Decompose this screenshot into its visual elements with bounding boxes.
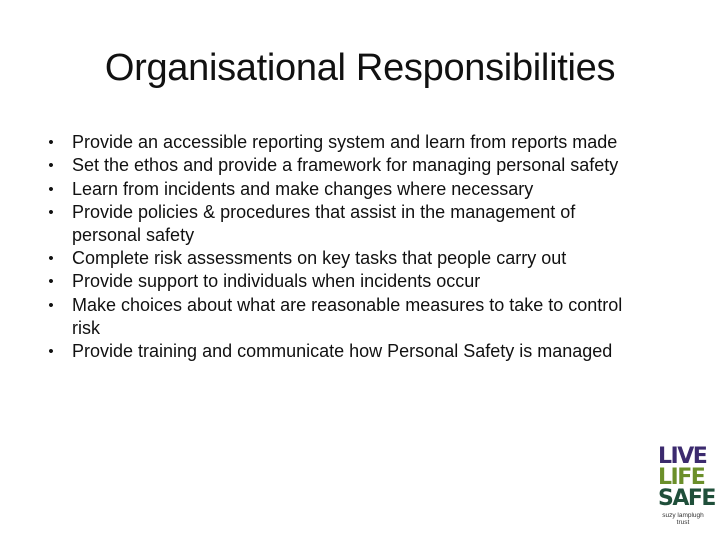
list-item bbox=[44, 131, 634, 154]
bullet-text: Make choices about what are reasonable measures to take to control risk bbox=[72, 294, 623, 338]
list-item bbox=[44, 247, 634, 270]
bullet-icon: • bbox=[48, 134, 54, 151]
bullet-icon: • bbox=[48, 343, 54, 361]
bullet-list bbox=[44, 131, 634, 363]
list-item bbox=[44, 154, 634, 177]
bullet-icon: • bbox=[48, 273, 54, 291]
list-item bbox=[44, 340, 634, 363]
bullet-text: Provide policies & procedures that assist in the management of personal safety bbox=[72, 201, 576, 245]
bullet-icon: • bbox=[48, 157, 54, 175]
bullet-text: Provide training and communicate how Personal Safety is managed bbox=[72, 341, 613, 362]
bullet-icon: • bbox=[48, 296, 54, 314]
bullet-text: Set the ethos and provide a framework for managing personal safety bbox=[72, 155, 619, 176]
bullet-icon: • bbox=[48, 203, 54, 221]
bullet-icon: • bbox=[48, 180, 54, 198]
bullet-text: Learn from incidents and make changes where necessary bbox=[72, 178, 534, 199]
logo-word-life: LIFE bbox=[658, 465, 705, 490]
slide-title: Organisational Responsibilities bbox=[104, 47, 616, 89]
list-item bbox=[44, 270, 634, 293]
logo-word-live: LIVE bbox=[658, 444, 707, 469]
bullet-text: Provide support to individuals when incidents occur bbox=[72, 271, 481, 292]
bullet-icon: • bbox=[48, 250, 54, 268]
list-item bbox=[44, 178, 634, 201]
logo-tagline-2: trust bbox=[676, 519, 690, 526]
live-life-safe-logo bbox=[658, 444, 715, 538]
logo-word-safe: SAFE bbox=[658, 486, 715, 511]
bullet-text: Provide an accessible reporting system and learn from reports made bbox=[72, 132, 618, 152]
logo-tagline-1: suzy lamplugh bbox=[662, 512, 704, 519]
list-item bbox=[44, 201, 634, 247]
list-item bbox=[44, 294, 634, 340]
bullet-text: Complete risk assessments on key tasks that people carry out bbox=[72, 248, 567, 269]
